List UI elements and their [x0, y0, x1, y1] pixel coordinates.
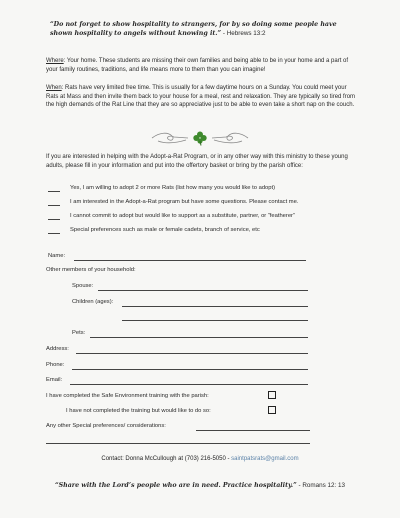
special-preferences-field[interactable] [196, 430, 310, 431]
when-heading: When [46, 85, 62, 91]
household-label: Other members of your household: [46, 267, 136, 273]
option-checkbox-line[interactable] [48, 191, 60, 192]
training-completed-label: I have completed the Safe Environment training with the parish: [46, 393, 209, 399]
option-checkbox-line[interactable] [48, 205, 60, 206]
name-label: Name: [48, 253, 66, 259]
email-field[interactable] [70, 384, 308, 385]
top-quote-reference: - Hebrews 13:2 [221, 30, 266, 37]
bottom-quote-reference: - Romans 12: 13 [296, 482, 346, 489]
phone-label: Phone: [46, 362, 65, 368]
bottom-quote [0, 481, 400, 490]
intro-paragraph: If you are interested in helping with the Adopt-a-Rat Program, or in any other way with this ministry to these young adults, please fill in your information and put into the offertory basket or bring by the parish office: [46, 154, 348, 169]
when-paragraph [46, 84, 358, 110]
option-checkbox-line[interactable] [48, 233, 60, 234]
option-label: Yes, I am willing to adopt 2 or more Rats (list how many you would like to adopt) [70, 185, 276, 191]
option-label: Special preferences such as male or female cadets, branch of service, etc [70, 227, 260, 233]
contact-line [0, 456, 400, 462]
option-label: I cannot commit to adopt but would like to support as a substitute, partner, or “featherer” [70, 213, 295, 219]
where-heading: Where [46, 58, 64, 64]
contact-text: Contact: Donna McCullough at (703) 216-5050 - [101, 456, 232, 462]
training-completed-checkbox[interactable] [268, 391, 276, 399]
where-paragraph [46, 57, 358, 74]
option-item [48, 226, 358, 240]
phone-field[interactable] [72, 369, 308, 370]
contact-email-link[interactable]: saintpatsrats@gmail.com [231, 456, 299, 462]
pets-field[interactable] [90, 337, 308, 338]
option-checkbox-line[interactable] [48, 219, 60, 220]
special-preferences-field-2[interactable] [46, 443, 310, 444]
children-field[interactable] [122, 306, 308, 307]
spouse-field[interactable] [98, 290, 308, 291]
option-item [48, 212, 358, 226]
children-label: Children (ages): [72, 299, 114, 305]
address-label: Address: [46, 346, 69, 352]
top-quote-text: “Do not forget to show hospitality to strangers, for by so doing some people have shown hospitality to angels without knowing it.” [50, 21, 337, 37]
options-list [48, 184, 358, 240]
children-field-2[interactable] [122, 320, 308, 321]
option-item [48, 184, 358, 198]
pets-label: Pets: [72, 330, 86, 336]
option-item [48, 198, 358, 212]
when-text: : Rats have very limited free time. This is usually for a few daytime hours on a Sunday. You could meet your Rats at Mass and then invite them back to your house for a meal, rest and relaxation. They are typically so tired from the high demands of the Rat Line that they are so appreciative just to be able to even take a short nap on the couch. [46, 85, 356, 109]
spouse-label: Spouse: [72, 283, 94, 289]
top-quote [50, 20, 350, 38]
option-label: I am interested in the Adopt-a-Rat program but have some questions. Please contact me. [70, 199, 299, 205]
training-not-completed-label: I have not completed the training but would like to do so: [66, 408, 211, 414]
shamrock-icon [192, 130, 208, 146]
bottom-quote-text: “Share with the Lord’s people who are in need. Practice hospitality.” [54, 482, 297, 489]
special-preferences-label: Any other Special preferences/ considerations: [46, 423, 166, 429]
training-not-completed-checkbox[interactable] [268, 406, 276, 414]
name-field[interactable] [74, 260, 306, 261]
address-field[interactable] [76, 353, 308, 354]
shamrock-divider [150, 128, 250, 148]
email-label: Email: [46, 377, 63, 383]
where-text: : Your home. These students are missing their own families and being able to be in your home and a part of your family routines, traditions, and life means more to them than you can imagine! [46, 58, 349, 73]
